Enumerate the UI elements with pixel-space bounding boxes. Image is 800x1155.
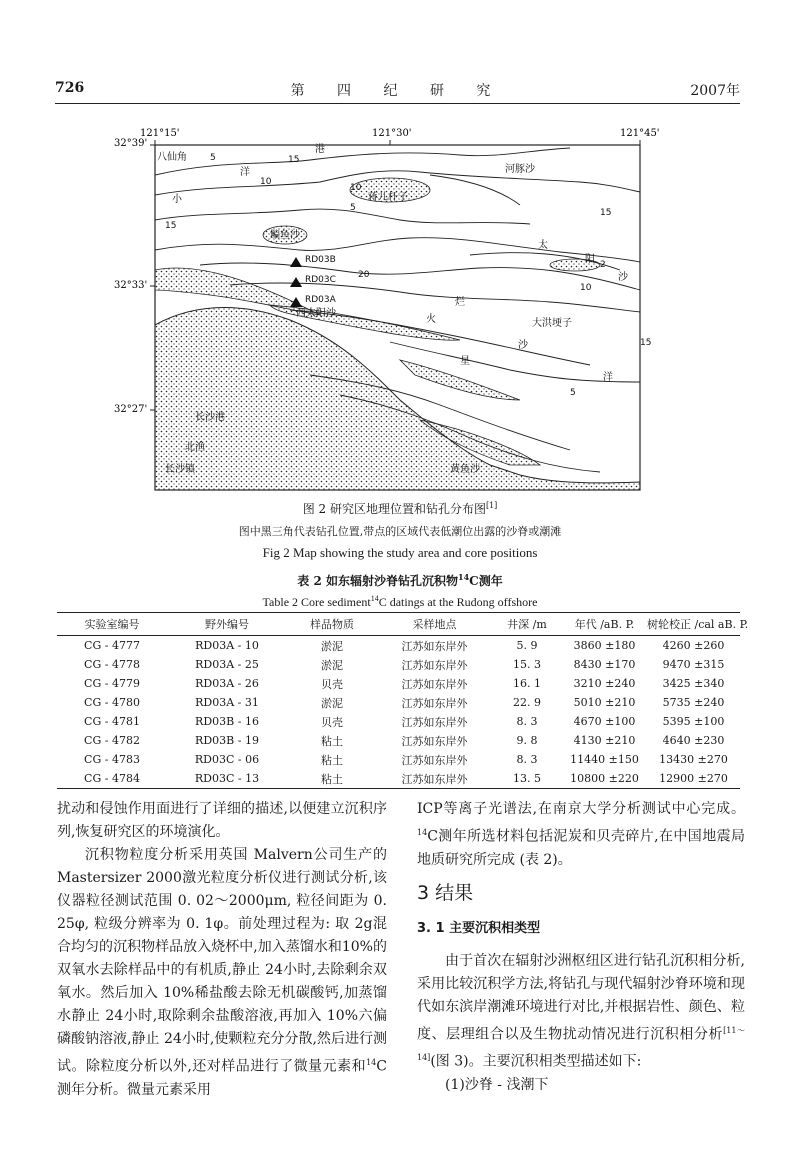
study-area-map <box>100 120 700 495</box>
superscript: 14 <box>366 1058 377 1067</box>
table-cell: RD03B - 16 <box>195 715 259 728</box>
depth-label: 5 <box>350 203 356 213</box>
table-cell: RD03A - 25 <box>195 658 259 671</box>
place-label: 烂 <box>455 297 465 308</box>
section-heading: 3 结果 <box>417 881 474 904</box>
lat-label: 32°39' <box>114 138 148 149</box>
right-column <box>417 798 745 1097</box>
place-label: 港 <box>315 144 325 155</box>
paragraph-text: ICP等离子光谱法,在南京大学分析测试中心完成。 <box>417 801 745 817</box>
depth-label: 2 <box>600 260 606 270</box>
journal-title: 第 四 纪 研 究 <box>290 83 505 99</box>
table-cell: 16. 1 <box>513 677 541 690</box>
depth-label: 10 <box>350 183 362 193</box>
paragraph-text: C测年分析。微量元素采用 <box>57 1058 387 1098</box>
place-label: 长沙镇 <box>165 464 195 475</box>
depth-label: 15 <box>600 208 612 218</box>
core-triangle-rd03c <box>290 277 302 287</box>
place-label: 北渔 <box>185 442 205 453</box>
table-cell: 8430 ±170 <box>573 658 636 671</box>
issue-year: 2007年 <box>690 83 740 99</box>
place-label: 洋 <box>240 167 250 178</box>
paragraph-text: 沉积物粒度分析采用英国 Malvern公司生产的Mastersizer 2000激光粒度分析仪进行测试分析,该仪器粒径测试范围 0. 02～2000μm, 粒径间距为 0. 25φ, 粒级分辨率为 0. 1φ。前处理过程为: 取 2g混合均匀的沉积物样品放入烧杯中,加入蒸馏水和10%的双氧水去除样品中的有机质,静止 24小时,去除剩余双氧水。然后加入 10%稀盐酸去除无机碳酸钙,加蒸馏水静止 24小时,取除剩余盐酸溶液,再加入 10%六偏磷酸钠溶液,静止 24小时,使颗粒充分分散,然后进行测试。除粒度分析以外,还对样品进行了微量元素和 <box>57 847 387 1075</box>
core-label: RD03A <box>305 295 336 305</box>
core-sites <box>290 257 302 307</box>
subsection-heading: 3. 1 主要沉积相类型 <box>417 920 541 936</box>
paragraph <box>417 798 745 872</box>
table-title-end: C测年 <box>469 574 503 588</box>
core-triangle-rd03b <box>290 257 302 267</box>
table-title-sup: 14 <box>458 572 470 582</box>
table-cell: CG - 4777 <box>84 639 140 652</box>
table-header-cell: 样品物质 <box>310 618 354 631</box>
table-cell: 8. 3 <box>516 753 538 766</box>
lon-label: 121°30' <box>372 128 412 139</box>
superscript: 14 <box>417 828 428 837</box>
table-cell: 4640 ±230 <box>662 734 725 747</box>
table-cell: 江苏如东岸外 <box>401 753 468 767</box>
table-cell: 4260 ±260 <box>662 639 725 652</box>
place-label: 鳊鱼沙 <box>270 230 300 241</box>
place-label: 黄鱼沙 <box>450 464 480 475</box>
table-row <box>57 731 740 750</box>
core-label: RD03C <box>305 275 336 285</box>
table-cell: 13430 ±270 <box>659 753 728 766</box>
place-label: 星 <box>460 356 470 367</box>
table-cell: 江苏如东岸外 <box>401 639 468 653</box>
depth-label: 15 <box>288 155 300 165</box>
table-cell: 淤泥 <box>321 658 343 672</box>
paragraph-text: (图 3)。主要沉积相类型描述如下: <box>430 1053 642 1070</box>
lat-label: 32°33' <box>114 280 148 291</box>
table-cell: 5735 ±240 <box>662 696 725 709</box>
table-cell: 8. 3 <box>516 715 538 728</box>
place-label: 河豚沙 <box>505 164 535 175</box>
table-cell: 粘土 <box>321 734 343 748</box>
table-cell: RD03B - 19 <box>195 734 259 747</box>
table-cell: CG - 4781 <box>84 715 140 728</box>
table-header-cell: 井深 /m <box>507 618 547 631</box>
table-cell: CG - 4779 <box>84 677 140 690</box>
table-cell: 5010 ±210 <box>573 696 636 709</box>
table-title-en-text: Table 2 Core sediment <box>262 595 371 609</box>
table-cell: 5395 ±100 <box>662 715 725 728</box>
table-cell: 4130 ±210 <box>573 734 636 747</box>
table-bottom-rule <box>57 788 740 789</box>
table-body <box>57 636 740 788</box>
page-number: 726 <box>55 80 85 96</box>
table-cell: CG - 4784 <box>84 772 140 785</box>
table-cell: 江苏如东岸外 <box>401 734 468 748</box>
table-cell: CG - 4780 <box>84 696 140 709</box>
table-header-cell: 树轮校正 /cal aB. P. <box>647 618 749 631</box>
place-label: 长沙港 <box>195 412 225 423</box>
table-header-cell: 采样地点 <box>412 618 457 631</box>
core-label: RD03B <box>305 255 336 265</box>
table-cell: 江苏如东岸外 <box>401 696 468 710</box>
table-cell: 贝壳 <box>321 715 343 729</box>
paragraph: 扰动和侵蚀作用面进行了详细的描述,以便建立沉积序列,恢复研究区的环境演化。 <box>57 801 387 840</box>
depth-label: 5 <box>570 388 576 398</box>
place-label: 洋 <box>603 372 613 383</box>
running-header <box>55 80 740 102</box>
table-cell: 3860 ±180 <box>573 639 636 652</box>
table-cell: 江苏如东岸外 <box>401 677 468 691</box>
table-cell: RD03A - 10 <box>195 639 259 652</box>
table-cell: 粘土 <box>321 772 343 786</box>
depth-label: 10 <box>580 283 592 293</box>
table-header-row <box>57 613 749 635</box>
citation-ref: [11～14] <box>417 1025 745 1063</box>
table-cell: 江苏如东岸外 <box>401 772 468 786</box>
table-cell: RD03A - 26 <box>195 677 259 690</box>
place-label: 沙 <box>618 272 628 283</box>
table-title <box>0 572 800 589</box>
lat-label: 32°27' <box>114 404 148 415</box>
paragraph <box>57 844 387 1102</box>
table-cell: 22. 9 <box>513 696 541 709</box>
place-label: 八仙角 <box>157 152 187 163</box>
figure-caption-ref: [1] <box>485 501 498 510</box>
table-title-en-end: C datings at the Rudong offshore <box>378 595 538 609</box>
paragraph-text: 由于首次在辐射沙洲枢纽区进行钻孔沉积相分析,采用比较沉积学方法,将钻孔与现代辐射沙脊环境和现代如东滨岸潮滩环境进行对比,并根据岩性、颜色、粒度、层理组合以及生物扰动情况进行沉积相分析 <box>417 952 745 1043</box>
lon-label: 121°15' <box>140 128 180 139</box>
table-cell: 淤泥 <box>321 696 343 710</box>
lon-label: 121°45' <box>620 128 660 139</box>
figure-caption-note: 图中黑三角代表钻孔位置,带点的区域代表低潮位出露的沙脊或潮滩 <box>238 525 562 538</box>
place-label: 小 <box>172 194 182 205</box>
paragraph <box>417 950 745 1074</box>
table-cell: 3425 ±340 <box>662 677 725 690</box>
depth-label: 15 <box>165 221 177 231</box>
depth-label: 10 <box>260 177 272 187</box>
depth-label: 15 <box>640 338 652 348</box>
place-label: 蒋儿杆子 <box>368 192 408 203</box>
table-header-cell: 实验室编号 <box>84 618 140 631</box>
table-cell: 9470 ±315 <box>662 658 725 671</box>
table-cell: 淤泥 <box>321 639 343 653</box>
table-cell: 12900 ±270 <box>659 772 728 785</box>
figure-caption-en: Fig 2 Map showing the study area and core positions <box>262 545 538 560</box>
depth-label: 20 <box>358 270 370 280</box>
table-cell: 4670 ±100 <box>573 715 636 728</box>
table-cell: RD03A - 31 <box>195 696 259 709</box>
list-item: (1)沙脊 - 浅潮下 <box>445 1076 549 1093</box>
figure-caption <box>0 500 800 517</box>
table-cell: CG - 4778 <box>84 658 140 671</box>
header-rule <box>55 103 740 104</box>
table-title-text: 表 2 如东辐射沙脊钻孔沉积物 <box>297 574 458 588</box>
place-label: 火 <box>426 314 436 325</box>
dating-table <box>57 612 749 789</box>
table-row <box>57 693 740 712</box>
table-header-cell: 野外编号 <box>205 618 249 631</box>
place-label: 阳 <box>585 254 595 265</box>
table-cell: 3210 ±240 <box>573 677 636 690</box>
table-cell: 江苏如东岸外 <box>401 658 468 672</box>
table-cell: 15. 3 <box>513 658 541 671</box>
paragraph-text: C测年所选材料包括泥炭和贝壳碎片,在中国地震局地质研究所完成 (表 2)。 <box>417 828 745 868</box>
table-cell: 粘土 <box>321 753 343 767</box>
table-row <box>57 655 740 674</box>
table-row <box>57 712 740 731</box>
table-cell: 13. 5 <box>513 772 541 785</box>
depth-label: 5 <box>210 153 216 163</box>
table-row <box>57 769 740 788</box>
table-cell: 9. 8 <box>516 734 538 747</box>
table-cell: 5. 9 <box>516 639 538 652</box>
table-title-en-sup: 14 <box>370 594 379 603</box>
table-cell: 11440 ±150 <box>570 753 639 766</box>
place-label: 西太阳沙 <box>296 308 336 319</box>
place-label: 太 <box>538 240 548 251</box>
table-cell: RD03C - 13 <box>194 772 260 785</box>
table-cell: CG - 4782 <box>84 734 140 747</box>
left-column <box>57 798 387 1102</box>
table-cell: 江苏如东岸外 <box>401 715 468 729</box>
table-row <box>57 750 740 769</box>
table-cell: CG - 4783 <box>84 753 140 766</box>
table-cell: 贝壳 <box>321 677 343 691</box>
table-header-cell: 年代 /aB. P. <box>574 618 635 631</box>
place-label: 沙 <box>518 340 528 351</box>
table-cell: RD03C - 06 <box>194 753 260 766</box>
table-title-en <box>0 594 800 610</box>
table-row <box>57 674 740 693</box>
figure-caption-text: 图 2 研究区地理位置和钻孔分布图 <box>302 502 486 516</box>
table-row <box>57 636 740 655</box>
place-label: 大洪埂子 <box>532 318 572 329</box>
table-cell: 10800 ±220 <box>570 772 639 785</box>
